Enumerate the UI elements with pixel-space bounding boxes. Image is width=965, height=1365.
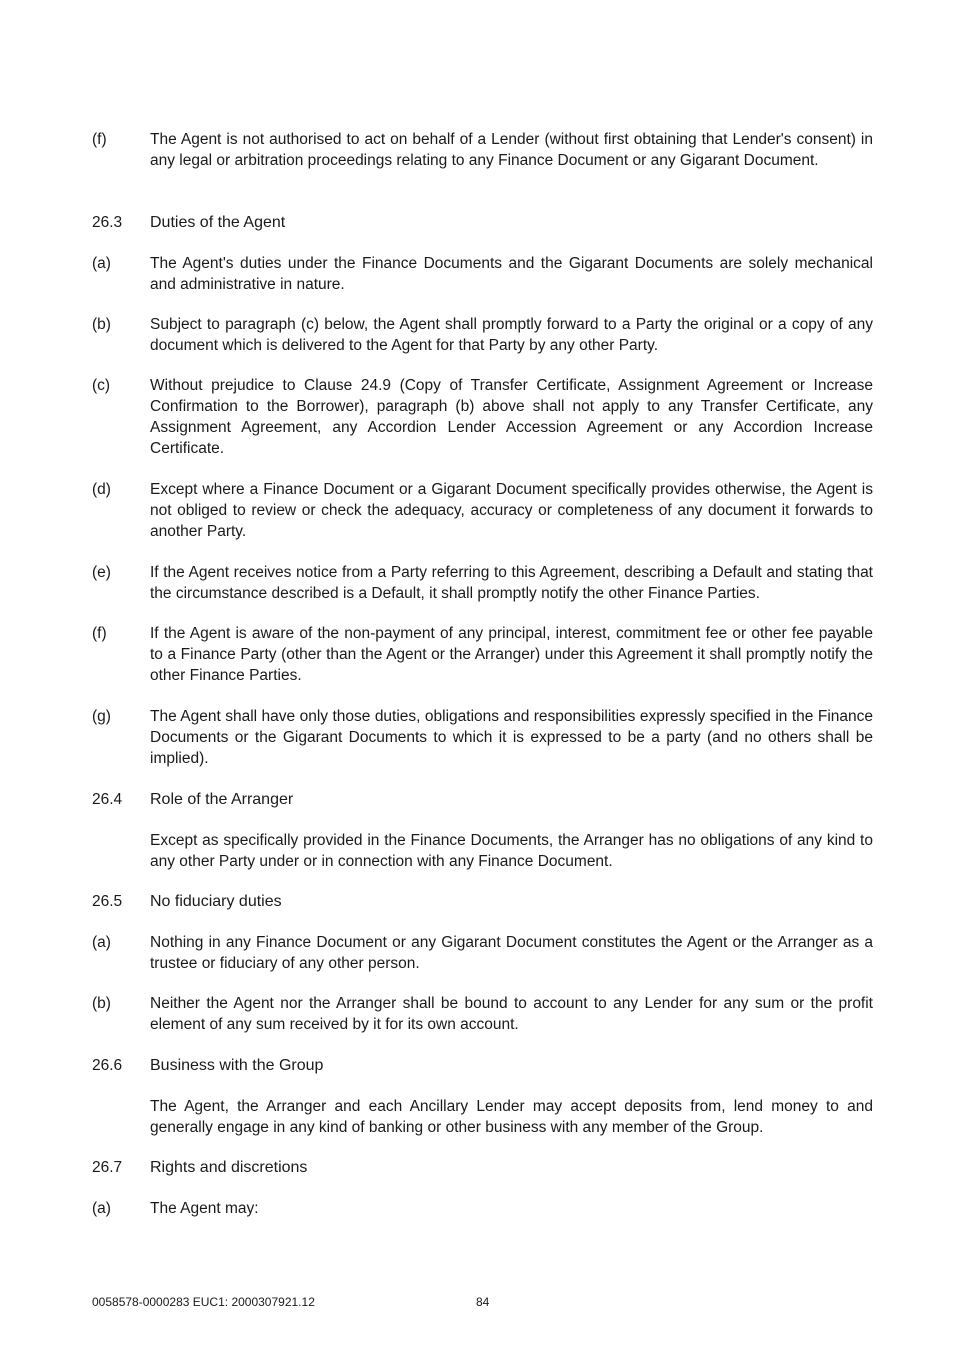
paragraph-number: (a)	[92, 255, 111, 272]
clause-title: Role of the Arranger	[150, 791, 294, 808]
paragraph-text: Except where a Finance Document or a Gigarant Document specifically provides otherwise, the Agent is not obliged to review or check the adequacy, accuracy or completeness of any document it forwards to another Party.	[150, 481, 873, 540]
clause-number: 26.5	[92, 893, 123, 910]
paragraph-number: (f)	[92, 625, 107, 642]
paragraph-text: The Agent's duties under the Finance Documents and the Gigarant Documents are solely mechanical and administrative in nature.	[150, 255, 873, 293]
paragraph-text: The Agent is not authorised to act on behalf of a Lender (without first obtaining that Lender's consent) in any legal or arbitration proceedings relating to any Finance Document or any Gigarant Document.	[150, 131, 873, 169]
paragraph-text: The Agent, the Arranger and each Ancillary Lender may accept deposits from, lend money to and generally engage in any kind of banking or other business with any member of the Group.	[150, 1098, 873, 1136]
paragraph-number: (b)	[92, 316, 111, 333]
paragraph-text: The Agent may:	[150, 1200, 259, 1217]
clause-title: Business with the Group	[150, 1057, 324, 1074]
paragraph-number: (g)	[92, 708, 111, 725]
clause-number: 26.4	[92, 791, 123, 808]
clause-title: Duties of the Agent	[150, 214, 286, 231]
paragraph-text: Nothing in any Finance Document or any Gigarant Document constitutes the Agent or the Arranger as a trustee or fiduciary of any other person.	[150, 934, 873, 972]
paragraph-number: (e)	[92, 564, 111, 581]
paragraph-text: If the Agent receives notice from a Party referring to this Agreement, describing a Default and stating that the circumstance described is a Default, it shall promptly notify the other Finance Parties.	[150, 564, 873, 602]
paragraph-text: Except as specifically provided in the Finance Documents, the Arranger has no obligations of any kind to any other Party under or in connection with any Finance Document.	[150, 832, 873, 870]
paragraph-number: (f)	[92, 131, 107, 148]
paragraph-text: Neither the Agent nor the Arranger shall be bound to account to any Lender for any sum or the profit element of any sum received by it for its own account.	[150, 995, 873, 1033]
paragraph-number: (d)	[92, 481, 111, 498]
paragraph-text: Subject to paragraph (c) below, the Agent shall promptly forward to a Party the original or a copy of any document which is delivered to the Agent for that Party by any other Party.	[150, 316, 873, 354]
page-number: 84	[476, 1295, 490, 1309]
clause-number: 26.6	[92, 1057, 123, 1074]
clause-number: 26.3	[92, 214, 123, 231]
paragraph-number: (b)	[92, 995, 111, 1012]
paragraph-number: (c)	[92, 377, 111, 394]
clause-title: Rights and discretions	[150, 1159, 308, 1176]
paragraph-text: Without prejudice to Clause 24.9 (Copy of Transfer Certificate, Assignment Agreement or Increase Confirmation to the Borrower), paragraph (b) above shall not apply to any Transfer Certificate, any Assignment Agreement, any Accordion Lender Accession Agreement or any Accordion Increase Certificate.	[150, 377, 873, 457]
document-reference: 0058578-0000283 EUC1: 2000307921.12	[92, 1295, 315, 1309]
paragraph-number: (a)	[92, 1200, 111, 1217]
paragraph-number: (a)	[92, 934, 111, 951]
paragraph-text: The Agent shall have only those duties, obligations and responsibilities expressly specified in the Finance Documents or the Gigarant Documents to which it is expressed to be a party (and no others shall be implied).	[150, 708, 873, 767]
clause-number: 26.7	[92, 1159, 123, 1176]
clause-title: No fiduciary duties	[150, 893, 282, 910]
paragraph-text: If the Agent is aware of the non-payment of any principal, interest, commitment fee or other fee payable to a Finance Party (other than the Agent or the Arranger) under this Agreement it shall promptly notify the other Finance Parties.	[150, 625, 873, 684]
